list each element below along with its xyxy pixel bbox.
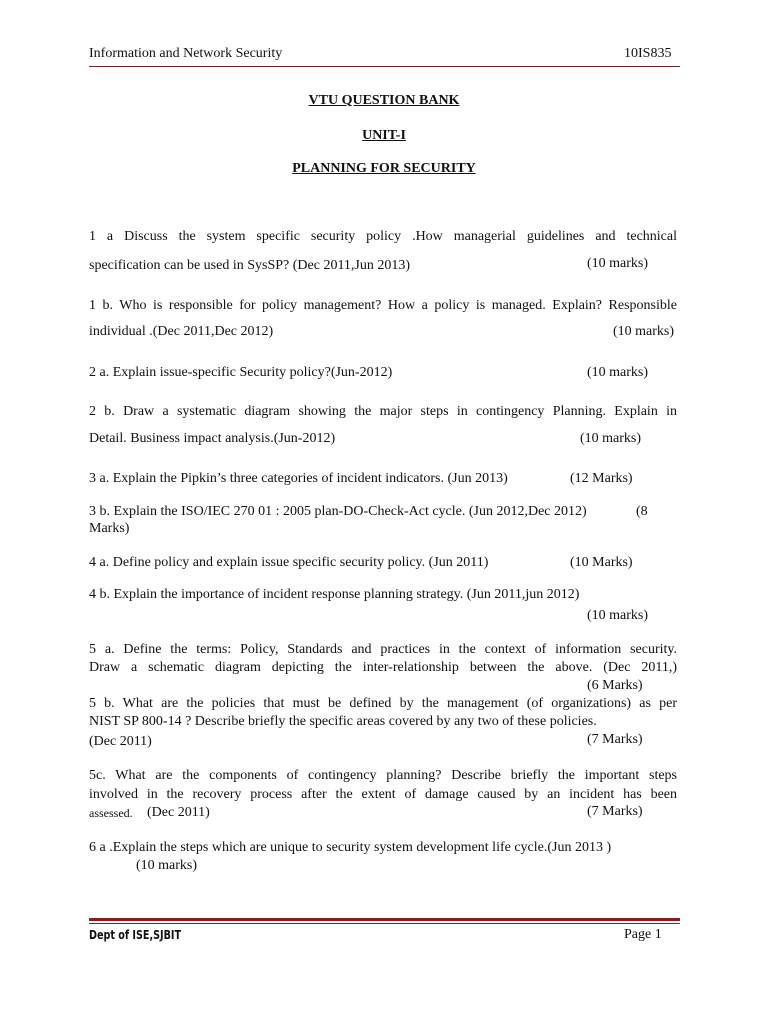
question-1b-line1: 1 b. Who is responsible for policy management? How a policy is managed. Explain? Responsible: [89, 298, 677, 313]
question-2b-marks: (10 marks): [580, 431, 642, 446]
footer-rule-thick: [89, 918, 680, 921]
question-5c-line3-date: (Dec 2011): [147, 805, 210, 820]
question-5c-marks: (7 Marks): [587, 804, 643, 819]
question-5c-line2: involved in the recovery process after the extent of damage caused by an incident has been: [89, 787, 677, 802]
question-4b-line1: 4 b. Explain the importance of incident response planning strategy. (Jun 2011,jun 2012): [89, 587, 580, 602]
question-5b-line3: (Dec 2011): [89, 734, 152, 749]
header-rule: [89, 66, 680, 67]
question-3a-marks: (12 Marks): [570, 471, 633, 486]
section-title: PLANNING FOR SECURITY: [292, 161, 476, 176]
question-5a-line1: 5 a. Define the terms: Policy, Standards and practices in the context of information security.: [89, 642, 677, 657]
question-5b-line1: 5 b. What are the policies that must be defined by the management (of organizations) as per: [89, 696, 677, 711]
question-1b-marks: (10 marks): [613, 324, 675, 339]
question-5b-marks: (7 Marks): [587, 732, 643, 747]
doc-title: VTU QUESTION BANK: [308, 93, 460, 108]
question-4b-marks: (10 marks): [587, 608, 649, 623]
question-4a-marks: (10 Marks): [570, 555, 633, 570]
question-6a-marks: (10 marks): [136, 858, 198, 873]
question-1a-line1: 1 a Discuss the system specific security policy .How managerial guidelines and technical: [89, 229, 677, 244]
question-3b-marks-part1: (8: [636, 504, 648, 519]
question-2b-line2: Detail. Business impact analysis.(Jun-2012): [89, 431, 336, 446]
question-5b-line2: NIST SP 800-14 ? Describe briefly the specific areas covered by any two of these policies.: [89, 714, 597, 729]
question-2a-line1: 2 a. Explain issue-specific Security policy?(Jun-2012): [89, 365, 393, 380]
question-1a-line2: specification can be used in SysSP? (Dec 2011,Jun 2013): [89, 258, 411, 273]
question-1b-line2: individual .(Dec 2011,Dec 2012): [89, 324, 274, 339]
footer-department: Dept of ISE,SJBIT: [89, 928, 182, 942]
question-2b-line1: 2 b. Draw a systematic diagram showing the major steps in contingency Planning. Explain in: [89, 404, 677, 419]
unit-title: UNIT-I: [362, 128, 406, 143]
question-6a-line1: 6 a .Explain the steps which are unique to security system development life cycle.(Jun 2013 ): [89, 840, 612, 855]
question-5a-marks: (6 Marks): [587, 678, 643, 693]
question-2a-marks: (10 marks): [587, 365, 649, 380]
question-5a-line2: Draw a schematic diagram depicting the inter-relationship between the above. (Dec 2011,): [89, 660, 677, 675]
question-4a-line1: 4 a. Define policy and explain issue specific security policy. (Jun 2011): [89, 555, 489, 570]
page-number: Page 1: [624, 927, 662, 942]
question-5c-line1: 5c. What are the components of contingency planning? Describe briefly the important steps: [89, 768, 677, 783]
footer-rule-thin: [89, 923, 680, 924]
running-header-code: 10IS835: [624, 46, 672, 61]
question-3b-marks-part2: Marks): [89, 521, 130, 536]
question-5c-line3-word: assessed.: [89, 806, 133, 820]
question-1a-marks: (10 marks): [587, 256, 649, 271]
question-3b-line1: 3 b. Explain the ISO/IEC 270 01 : 2005 plan-DO-Check-Act cycle. (Jun 2012,Dec 2012): [89, 504, 587, 519]
question-3a-line1: 3 a. Explain the Pipkin’s three categories of incident indicators. (Jun 2013): [89, 471, 508, 486]
running-header-title: Information and Network Security: [89, 46, 283, 61]
